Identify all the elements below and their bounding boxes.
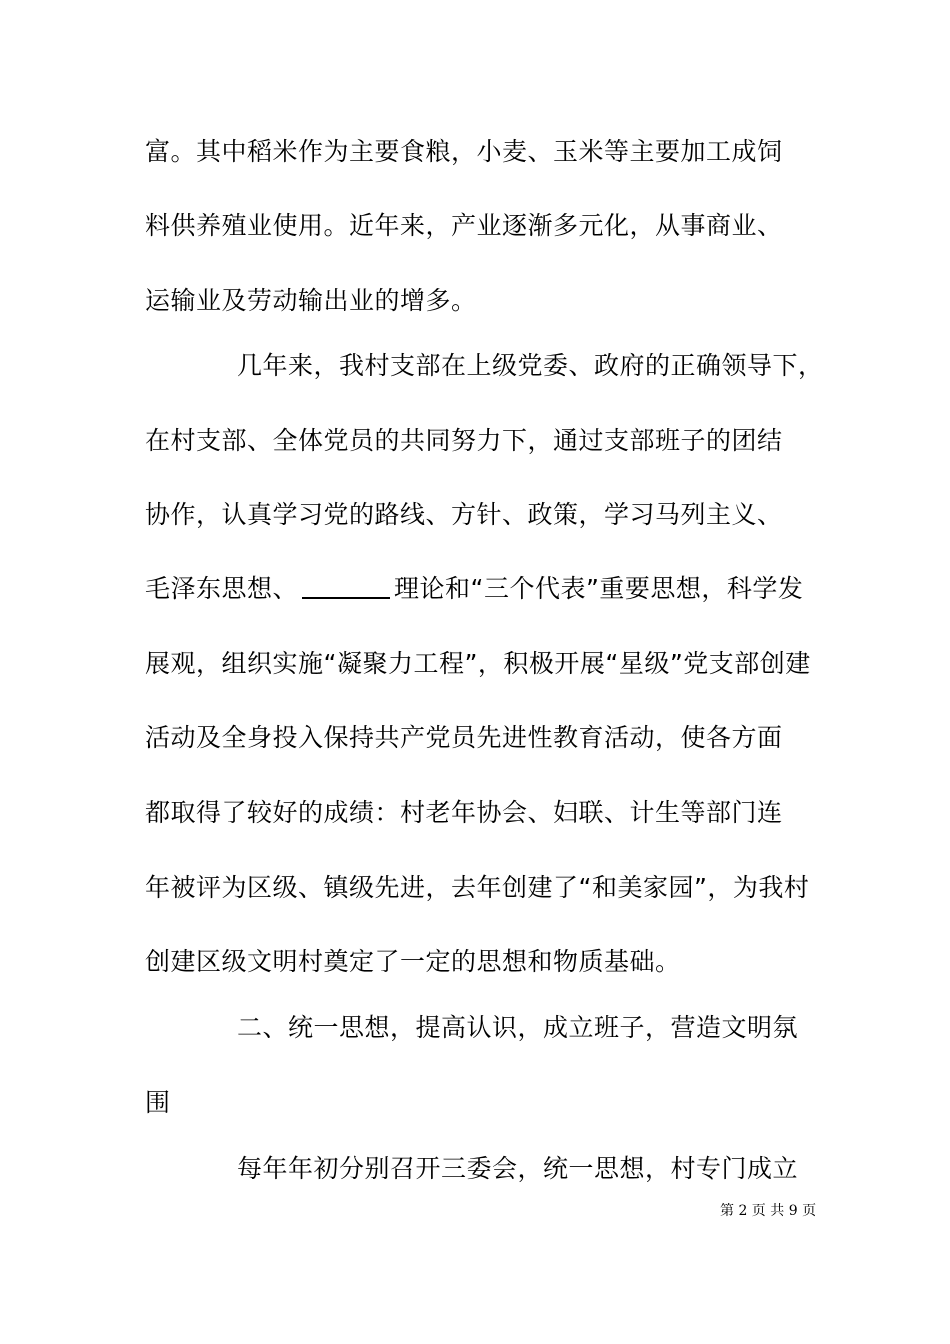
text-line-7 bbox=[145, 573, 803, 605]
text-line-8: 展观，组织实施“凝聚力工程”，积极开展“星级”党支部创建 bbox=[145, 649, 811, 678]
section-heading-line-2: 围 bbox=[145, 1088, 171, 1117]
text-segment-after-blank: 理论和“三个代表”重要思想，科学发 bbox=[394, 574, 804, 603]
text-line-13: 每年年初分别召开三委会，统一思想，村专门成立 bbox=[237, 1154, 799, 1183]
text-line-6: 协作，认真学习党的路线、方针、政策，学习马列主义、 bbox=[145, 500, 783, 529]
text-line-12: 创建区级文明村奠定了一定的思想和物质基础。 bbox=[145, 947, 681, 976]
text-line-10: 都取得了较好的成绩：村老年协会、妇联、计生等部门连 bbox=[145, 798, 783, 827]
text-line-11: 年被评为区级、镇级先进，去年创建了“和美家园”，为我村 bbox=[145, 873, 810, 902]
fill-in-blank bbox=[302, 575, 390, 599]
text-segment-before-blank: 毛泽东思想、 bbox=[145, 574, 299, 603]
text-line-2: 料供养殖业使用。近年来，产业逐渐多元化，从事商业、 bbox=[145, 211, 783, 240]
text-line-5: 在村支部、全体党员的共同努力下，通过支部班子的团结 bbox=[145, 426, 783, 455]
section-heading-line-1: 二、统一思想，提高认识，成立班子，营造文明氛 bbox=[237, 1013, 799, 1042]
text-line-1: 富。其中稻米作为主要食粮，小麦、玉米等主要加工成饲 bbox=[145, 137, 783, 166]
page-number: 第 2 页 共 9 页 bbox=[720, 1203, 817, 1219]
text-line-9: 活动及全身投入保持共产党员先进性教育活动，使各方面 bbox=[145, 723, 783, 752]
text-line-4: 几年来，我村支部在上级党委、政府的正确领导下， bbox=[237, 351, 824, 380]
text-line-3: 运输业及劳动输出业的增多。 bbox=[145, 286, 477, 315]
